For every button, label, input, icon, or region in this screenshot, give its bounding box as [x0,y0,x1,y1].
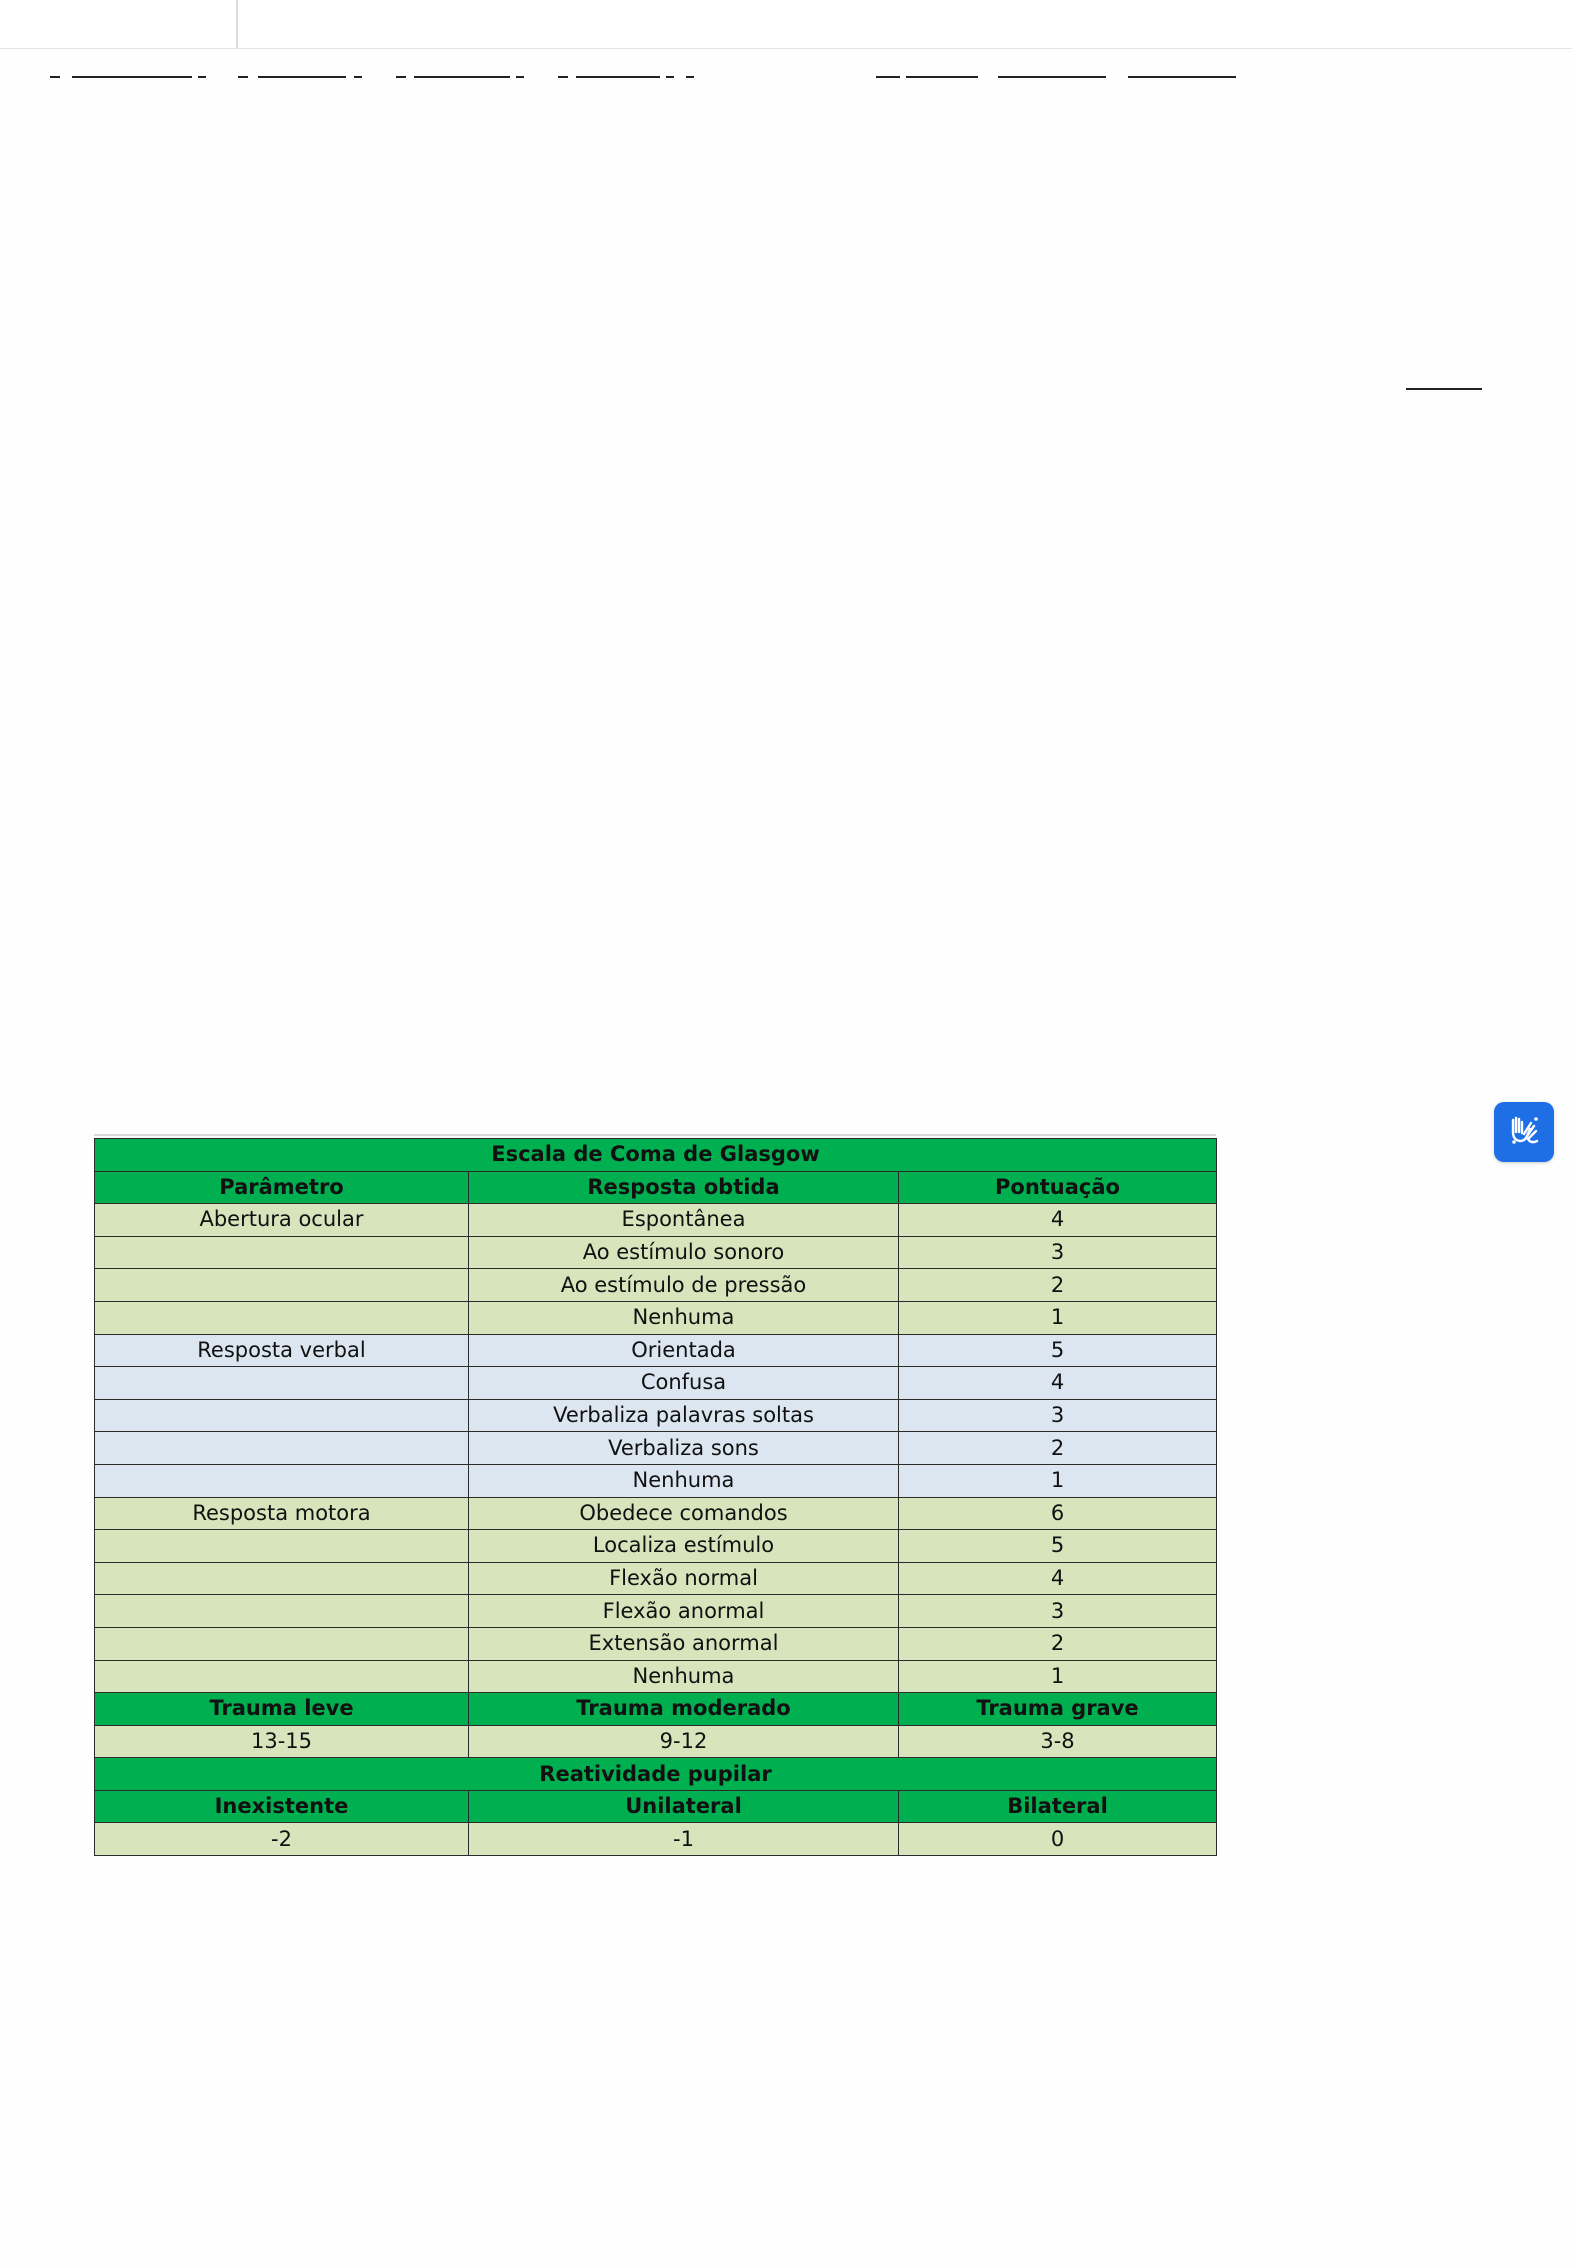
pupil-title: Reatividade pupilar [95,1758,1217,1791]
table-cell [95,1269,469,1302]
table-cell: Localiza estímulo [469,1530,899,1563]
table-title-row [95,1139,1217,1172]
table-row [95,1562,1217,1595]
table-title: Escala de Coma de Glasgow [95,1139,1217,1172]
nav-separator [666,76,674,78]
nav-separator [516,76,524,78]
table-row [95,1432,1217,1465]
table-cell: 2 [899,1269,1217,1302]
table-cell: Verbaliza palavras soltas [469,1399,899,1432]
table-cell [95,1660,469,1693]
table-row [95,1269,1217,1302]
pupil-header-row [95,1790,1217,1823]
trauma-header: Trauma moderado [469,1693,899,1726]
table-cell: 1 [899,1301,1217,1334]
table-cell: Resposta verbal [95,1334,469,1367]
side-link[interactable] [1406,388,1482,390]
table-row [95,1530,1217,1563]
table-cell [95,1236,469,1269]
table-row [95,1334,1217,1367]
table-cell: Orientada [469,1334,899,1367]
table-cell: Nenhuma [469,1464,899,1497]
column-header: Resposta obtida [469,1171,899,1204]
table-cell: Nenhuma [469,1301,899,1334]
trauma-header: Trauma grave [899,1693,1217,1726]
column-header: Pontuação [899,1171,1217,1204]
table-cell [95,1530,469,1563]
pupil-value: 0 [899,1823,1217,1856]
trauma-header: Trauma leve [95,1693,469,1726]
nav-link-5[interactable] [396,76,406,78]
nav-link-4[interactable] [258,76,346,78]
image-top-border [94,1134,1216,1136]
table-row [95,1301,1217,1334]
table-cell [95,1595,469,1628]
trauma-values-row [95,1725,1217,1758]
table-cell: 6 [899,1497,1217,1530]
sign-language-hands-icon [1504,1110,1544,1155]
trauma-value: 3-8 [899,1725,1217,1758]
table-cell: Ao estímulo de pressão [469,1269,899,1302]
table-cell: 3 [899,1399,1217,1432]
pupil-title-row [95,1758,1217,1791]
top-bar [0,0,1572,49]
table-cell: Ao estímulo sonoro [469,1236,899,1269]
table-cell: Resposta motora [95,1497,469,1530]
pupil-header: Unilateral [469,1790,899,1823]
table-row [95,1367,1217,1400]
nav-link-3[interactable] [238,76,248,78]
trauma-value: 13-15 [95,1725,469,1758]
table-cell: Obedece comandos [469,1497,899,1530]
table-row [95,1627,1217,1660]
nav-link-7[interactable] [558,76,568,78]
table-row [95,1204,1217,1237]
table-cell [95,1432,469,1465]
table-cell: Verbaliza sons [469,1432,899,1465]
table-cell: 3 [899,1595,1217,1628]
table-cell: 4 [899,1562,1217,1595]
table-cell: 4 [899,1204,1217,1237]
table-cell: Flexão anormal [469,1595,899,1628]
table-cell [95,1301,469,1334]
nav-link-9[interactable] [876,76,900,78]
table-cell: 5 [899,1530,1217,1563]
table-cell: Flexão normal [469,1562,899,1595]
table-cell: Espontânea [469,1204,899,1237]
nav-link-6[interactable] [414,76,510,78]
table-cell: 1 [899,1660,1217,1693]
nav-link-10[interactable] [906,76,978,78]
table-cell [95,1367,469,1400]
pupil-header: Inexistente [95,1790,469,1823]
table-row [95,1497,1217,1530]
table-cell: Nenhuma [469,1660,899,1693]
table-cell: Extensão anormal [469,1627,899,1660]
nav-link-12[interactable] [1128,76,1236,78]
trauma-value: 9-12 [469,1725,899,1758]
nav-link-2[interactable] [72,76,192,78]
table-header-row [95,1171,1217,1204]
table-cell [95,1399,469,1432]
nav-separator [198,76,206,78]
pupil-value: -1 [469,1823,899,1856]
pupil-header: Bilateral [899,1790,1217,1823]
pupil-values-row [95,1823,1217,1856]
nav-separator [686,76,694,78]
table-cell: 4 [899,1367,1217,1400]
table-cell: 5 [899,1334,1217,1367]
table-cell [95,1627,469,1660]
glasgow-scale-table [94,1138,1217,1856]
glasgow-scale-table-image [94,1138,1216,1856]
table-cell: 3 [899,1236,1217,1269]
table-cell: 2 [899,1432,1217,1465]
table-cell [95,1562,469,1595]
top-bar-divider [236,0,238,48]
table-row [95,1399,1217,1432]
nav-link-1[interactable] [50,76,60,78]
pupil-value: -2 [95,1823,469,1856]
nav-link-11[interactable] [998,76,1106,78]
table-cell: Confusa [469,1367,899,1400]
trauma-header-row [95,1693,1217,1726]
table-cell [95,1464,469,1497]
table-cell: 1 [899,1464,1217,1497]
table-cell: Abertura ocular [95,1204,469,1237]
table-row [95,1660,1217,1693]
table-cell: 2 [899,1627,1217,1660]
nav-separator [354,76,362,78]
table-row [95,1236,1217,1269]
table-row [95,1595,1217,1628]
column-header: Parâmetro [95,1171,469,1204]
table-row [95,1464,1217,1497]
nav-link-8[interactable] [576,76,660,78]
accessibility-button[interactable] [1494,1102,1554,1162]
